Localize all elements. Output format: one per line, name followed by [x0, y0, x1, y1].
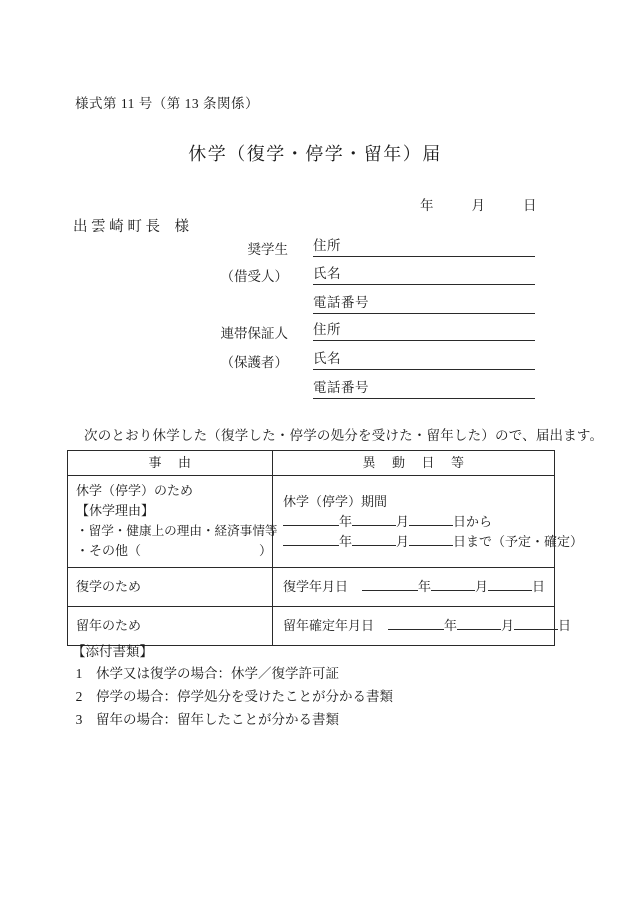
row1-other-prefix: ・その他（: [76, 543, 142, 558]
row2-reason-text: 復学のため: [76, 579, 142, 594]
guarantor-name-field[interactable]: [313, 349, 535, 370]
row3-year: 年: [444, 618, 458, 633]
row3-change-cell: [273, 607, 572, 646]
table-row: [68, 476, 555, 568]
attachment-number-1: 1: [75, 666, 83, 681]
header-reason-char2: 由: [178, 455, 192, 470]
row2-change-entry[interactable]: [283, 577, 554, 597]
header-reason-char1: 事: [148, 455, 162, 470]
attachment-text-1: 休学又は復学の場合：休学／復学許可証: [96, 666, 339, 681]
applicant-phone-label: 電話番号: [313, 295, 369, 310]
row3-change-label: 留年確定年月日: [283, 618, 375, 633]
row1-to-year: 年: [339, 534, 353, 549]
row3-reason-text: 留年のため: [76, 618, 142, 633]
header-change-char4: 等: [451, 455, 465, 470]
guarantor-address-field[interactable]: [313, 320, 535, 341]
row2-day: 日: [532, 579, 546, 594]
header-change-char3: 日: [421, 455, 436, 470]
row1-to-day: 日まで（予定・確定）: [453, 534, 584, 549]
applicant-address-label: 住所: [313, 238, 341, 253]
applicant-label-line1: 奨学生: [247, 242, 288, 257]
attachments-title: 【添付書類】: [72, 644, 153, 659]
row2-reason-cell: [68, 568, 273, 607]
header-change-cell: [273, 451, 555, 476]
header-change-char2: 動: [391, 455, 406, 470]
guarantor-address-label: 住所: [313, 322, 341, 337]
attachment-text-3: 留年の場合：留年したことが分かる書類: [96, 712, 339, 727]
row1-period-title: 休学（停学）期間: [283, 494, 388, 509]
row1-reason-line1: 休学（停学）のため: [76, 483, 194, 498]
row1-period-to[interactable]: [283, 532, 584, 552]
row1-to-month: 月: [396, 534, 410, 549]
list-item: [72, 685, 393, 708]
row1-reason-cell: [68, 476, 278, 568]
date-line: [420, 194, 537, 214]
row2-change-label: 復学年月日: [283, 579, 349, 594]
row2-month: 月: [475, 579, 489, 594]
applicant-name-label: 氏名: [313, 266, 341, 281]
guarantor-label-line2: （保護者）: [220, 355, 288, 370]
guarantor-label-line1: 連帯保証人: [220, 326, 288, 341]
row1-period-from[interactable]: [283, 512, 554, 532]
row2-change-cell: [273, 568, 555, 607]
row1-other-suffix: ）: [259, 543, 273, 558]
row3-month: 月: [501, 618, 515, 633]
row2-year: 年: [418, 579, 432, 594]
header-change-char1: 異: [362, 455, 376, 470]
applicant-label-line2: （借受人）: [220, 269, 288, 284]
row1-reason-other[interactable]: [76, 541, 272, 561]
table-header-row: [68, 451, 555, 476]
attachments-list: [72, 662, 393, 731]
row1-from-day: 日から: [453, 514, 493, 529]
guarantor-phone-label: 電話番号: [313, 380, 369, 395]
page-title: 休学（復学・停学・留年）届: [188, 144, 442, 164]
attachment-text-2: 停学の場合：停学処分を受けたことが分かる書類: [96, 689, 393, 704]
row1-reason-line3: ・留学・健康上の理由・経済事情等: [76, 524, 278, 538]
applicant-phone-field[interactable]: [313, 293, 535, 314]
row3-day: 日: [558, 618, 572, 633]
guarantor-name-label: 氏名: [313, 351, 341, 366]
row1-from-month: 月: [396, 514, 410, 529]
row1-from-year: 年: [339, 514, 353, 529]
declaration-text: 次のとおり休学した（復学した・停学の処分を受けた・留年した）ので、届出ます。: [84, 428, 604, 443]
attachment-number-2: 2: [75, 689, 83, 704]
row3-change-entry[interactable]: [283, 616, 572, 636]
addressee: 出 雲 崎 町 長 様: [73, 219, 189, 235]
applicant-address-field[interactable]: [313, 236, 535, 257]
table-row: [68, 568, 555, 607]
list-item: [72, 708, 393, 731]
row1-reason-line2: 【休学理由】: [76, 503, 155, 518]
list-item: [72, 662, 393, 685]
guarantor-phone-field[interactable]: [313, 378, 535, 399]
date-day-label: 日: [523, 198, 537, 213]
applicant-name-field[interactable]: [313, 264, 535, 285]
row1-change-cell: [273, 476, 584, 568]
date-month-label: 月: [471, 198, 485, 213]
form-number: 様式第 11 号（第 13 条関係）: [75, 96, 259, 111]
header-reason-cell: [68, 451, 273, 476]
change-details-table: [67, 450, 584, 646]
attachment-number-3: 3: [75, 712, 83, 727]
date-year-label: 年: [420, 198, 434, 213]
